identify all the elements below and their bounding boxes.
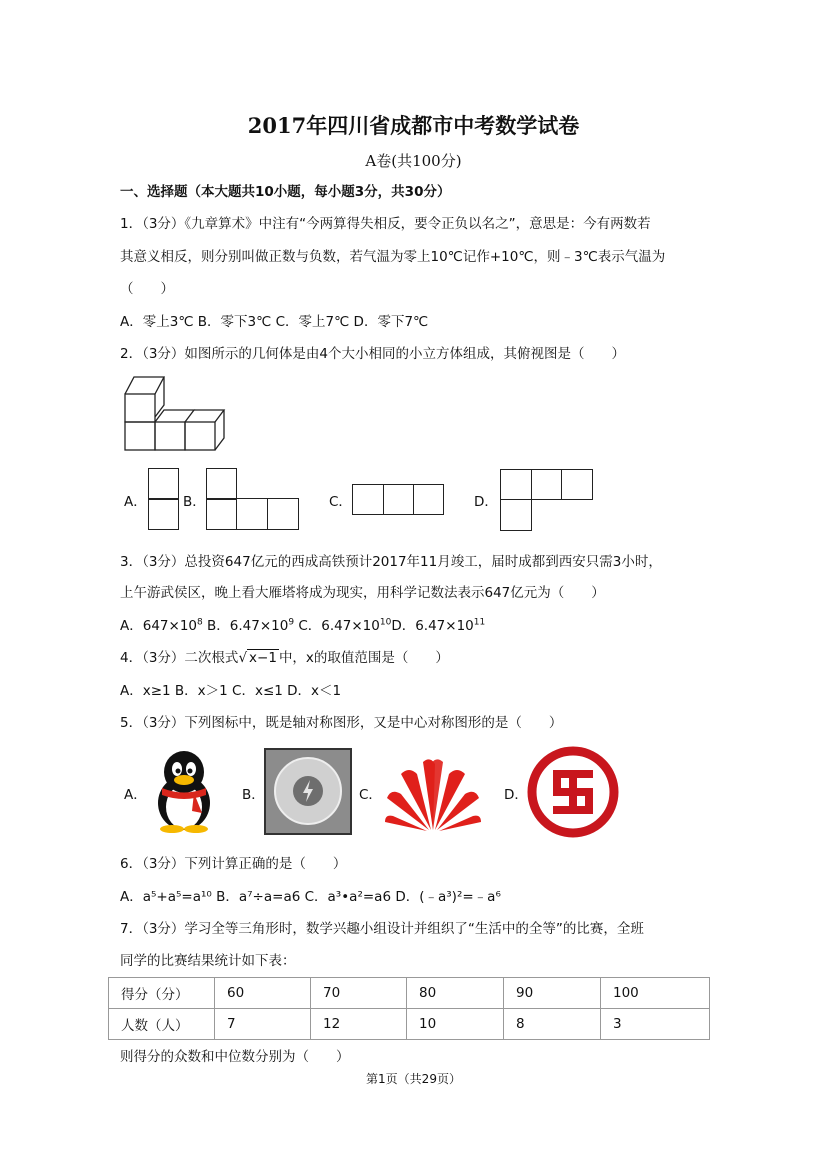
table-cell: 12 <box>311 1009 407 1040</box>
q2-a-square-1 <box>148 468 179 500</box>
q2-c-square-1 <box>352 484 384 515</box>
q2-b-square-4 <box>267 498 299 530</box>
table-row <box>109 978 710 1009</box>
table-cell: 90 <box>504 978 601 1009</box>
q7-after: 则得分的众数和中位数分别为（ ） <box>120 1049 350 1065</box>
q2-d-square-4 <box>500 499 532 531</box>
q1-line3: （ ） <box>120 281 174 297</box>
q3-exp-c: 10 <box>379 617 392 628</box>
q2-option-a-label: A． <box>124 494 147 510</box>
q3-options <box>120 616 485 636</box>
table-cell: 60 <box>215 978 311 1009</box>
bank-logo-icon <box>527 746 619 838</box>
q7-line1: 7．（3分）学习全等三角形时，数学兴趣小组设计并组织了“生活中的全等”的比赛，全班 <box>120 921 644 937</box>
q4-line1 <box>120 648 449 668</box>
q3-line1: 3．（3分）总投资647亿元的西成高铁预计2017年11月竣工，届时成都到西安只需3小时， <box>120 554 662 570</box>
q3-opt-b: B．6.47×10 <box>202 618 289 634</box>
table-row <box>109 1009 710 1040</box>
q3-opt-a: A．647×10 <box>120 618 197 634</box>
petal-logo-icon <box>383 752 483 832</box>
q5-option-d-label: D． <box>504 787 528 803</box>
q5-option-a-label: A． <box>124 787 147 803</box>
q2-d-square-3 <box>561 469 593 500</box>
q2-line1: 2．（3分）如图所示的几何体是由4个大小相同的小立方体组成，其俯视图是（ ） <box>120 346 626 362</box>
q2-a-square-2 <box>148 498 179 530</box>
q1-line2: 其意义相反，则分别叫做正数与负数，若气温为零上10℃记作+10℃，则﹣3℃表示气温为 <box>120 249 666 265</box>
table-cell: 3 <box>601 1009 710 1040</box>
table-cell: 8 <box>504 1009 601 1040</box>
q1-options: A．零上3℃ B．零下3℃ C．零上7℃ D．零下7℃ <box>120 314 429 330</box>
q4-pre: 4．（3分）二次根式 <box>120 650 239 666</box>
q2-c-square-3 <box>413 484 444 515</box>
q3-exp-a: 8 <box>197 617 203 628</box>
q3-opt-d: D．6.47×10 <box>391 618 474 634</box>
q1-line1: 1．（3分）《九章算术》中注有“今两算得失相反，要令正负以名之”，意思是：今有两数若 <box>120 216 651 232</box>
table-cell: 得分（分） <box>109 978 215 1009</box>
q4-options: A．x≥1 B．x＞1 C．x≤1 D．x＜1 <box>120 683 342 699</box>
q5-option-b-label: B． <box>242 787 265 803</box>
table-cell: 10 <box>407 1009 504 1040</box>
table-cell: 80 <box>407 978 504 1009</box>
q6-options: A．a⁵+a⁵=a¹⁰ B．a⁷÷a=a6 C．a³•a²=a6 D．(﹣a³)²=﹣a⁶ <box>120 889 501 905</box>
score-table <box>108 977 710 1040</box>
section-heading: 一、选择题（本大题共10小题，每小题3分，共30分） <box>120 184 451 200</box>
q2-d-square-1 <box>500 469 532 500</box>
q3-opt-c: C．6.47×10 <box>294 618 380 634</box>
q2-c-square-2 <box>383 484 414 515</box>
q3-line2: 上午游武侯区，晚上看大雁塔将成为现实，用科学记数法表示647亿元为（ ） <box>120 585 605 601</box>
q6-line1: 6．（3分）下列计算正确的是（ ） <box>120 856 347 872</box>
table-cell: 7 <box>215 1009 311 1040</box>
power-button-icon <box>264 748 352 835</box>
page-footer: 第1页（共29页） <box>366 1072 461 1086</box>
q4-radicand: x−1 <box>249 650 277 666</box>
q2-option-b-label: B． <box>183 494 206 510</box>
q5-line1: 5．（3分）下列图标中，既是轴对称图形，又是中心对称图形的是（ ） <box>120 715 563 731</box>
table-cell: 人数（人） <box>109 1009 215 1040</box>
q7-line2: 同学的比赛结果统计如下表： <box>120 953 296 969</box>
sqrt-sign-icon: √ <box>238 650 248 666</box>
q3-exp-d: 11 <box>473 617 486 628</box>
q4-post: 中，x的取值范围是（ ） <box>278 650 449 666</box>
page-title: 2017年四川省成都市中考数学试卷 <box>247 113 580 138</box>
table-cell: 70 <box>311 978 407 1009</box>
q2-solid-figure <box>120 372 230 454</box>
page-subtitle: A卷(共100分) <box>365 152 462 170</box>
q2-b-square-3 <box>236 498 268 530</box>
table-cell: 100 <box>601 978 710 1009</box>
q2-d-square-2 <box>531 469 562 500</box>
q3-exp-b: 9 <box>288 617 295 628</box>
q5-option-c-label: C． <box>359 787 382 803</box>
q2-b-square-1 <box>206 468 237 500</box>
q2-b-square-2 <box>206 498 237 530</box>
q2-option-c-label: C． <box>329 494 352 510</box>
q2-option-d-label: D． <box>474 494 498 510</box>
penguin-logo-icon <box>148 747 220 833</box>
